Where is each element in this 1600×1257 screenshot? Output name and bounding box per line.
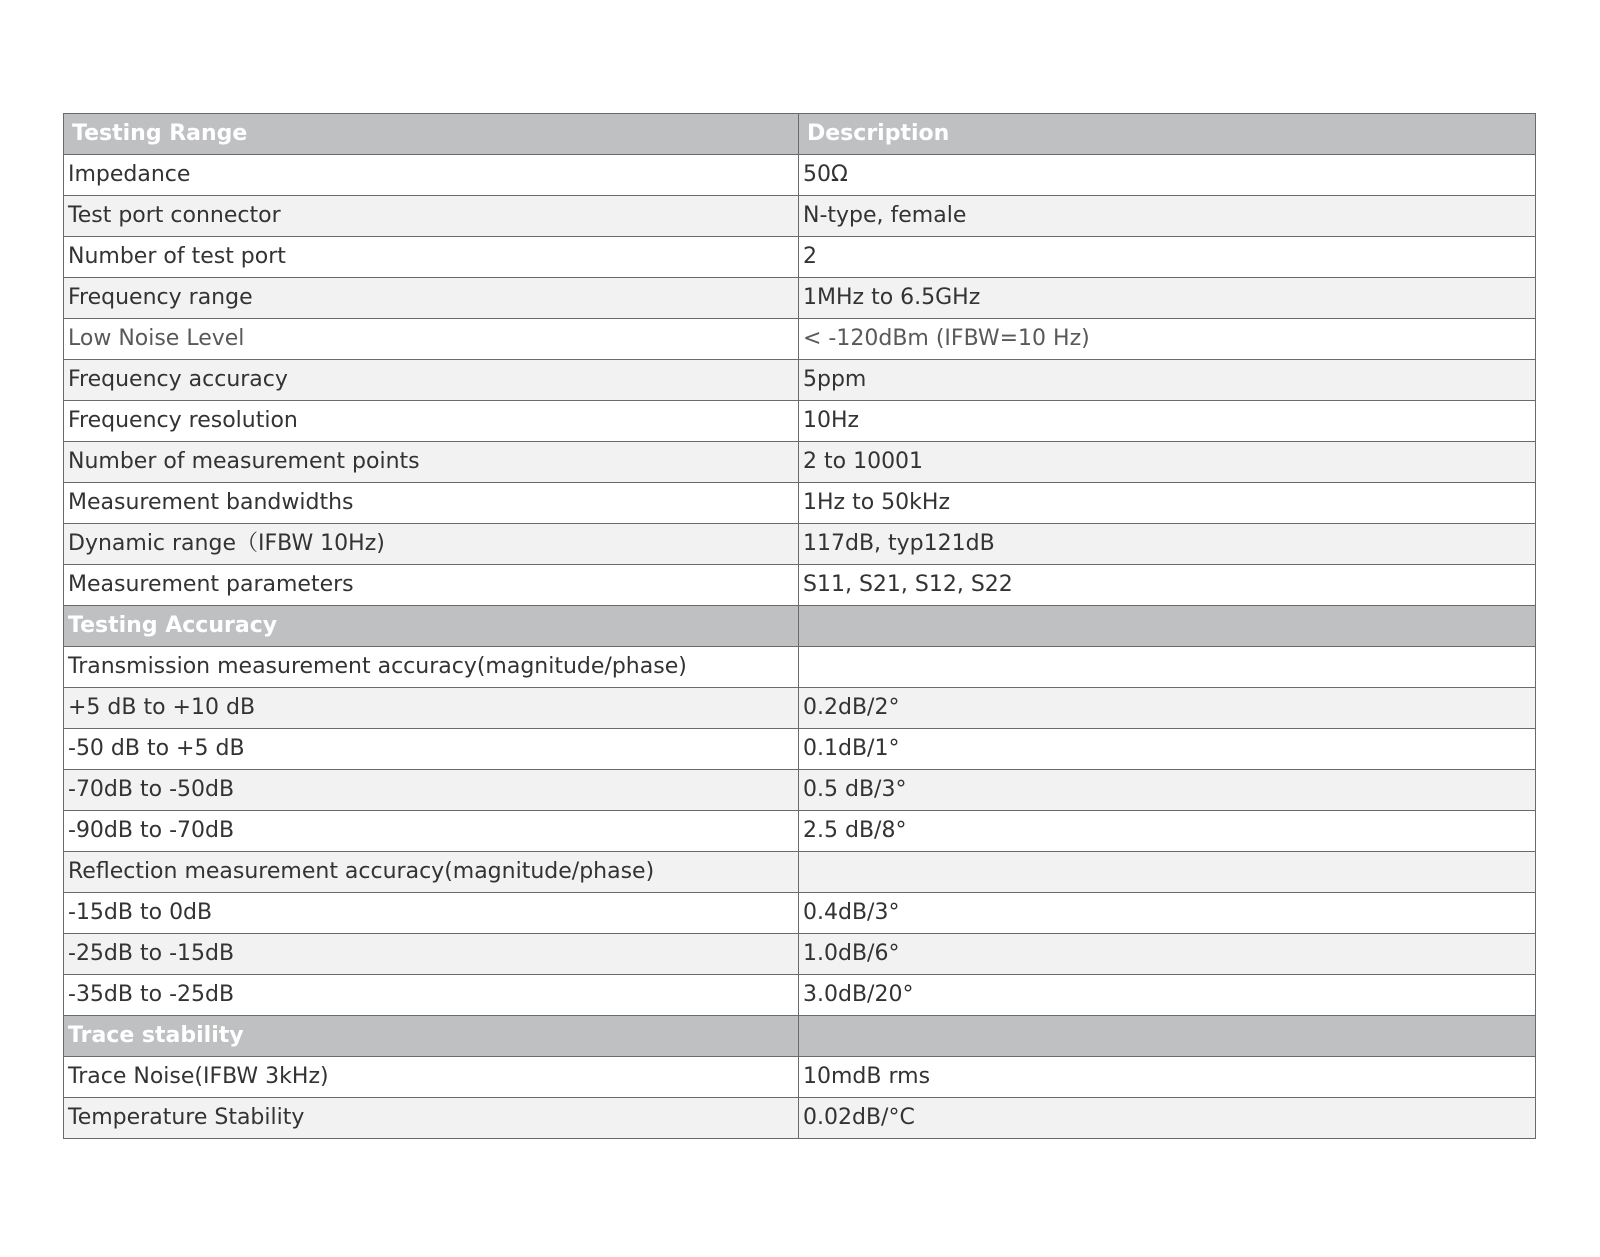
table-row bbox=[64, 196, 1536, 237]
row-value: 0.2dB/2° bbox=[799, 688, 1536, 729]
row-value: 2.5 dB/8° bbox=[799, 811, 1536, 852]
row-value: 5ppm bbox=[799, 360, 1536, 401]
row-label: Measurement bandwidths bbox=[64, 483, 799, 524]
row-value: 1Hz to 50kHz bbox=[799, 483, 1536, 524]
row-label: -50 dB to +5 dB bbox=[64, 729, 799, 770]
table-header-row bbox=[64, 114, 1536, 155]
table-row bbox=[64, 893, 1536, 934]
row-value bbox=[799, 647, 1536, 688]
row-value: 2 to 10001 bbox=[799, 442, 1536, 483]
table-row bbox=[64, 319, 1536, 360]
row-value: 0.4dB/3° bbox=[799, 893, 1536, 934]
row-label: -35dB to -25dB bbox=[64, 975, 799, 1016]
table-row bbox=[64, 811, 1536, 852]
table-row bbox=[64, 565, 1536, 606]
row-value: 2 bbox=[799, 237, 1536, 278]
row-label: Dynamic range（IFBW 10Hz) bbox=[64, 524, 799, 565]
row-label: Frequency resolution bbox=[64, 401, 799, 442]
table-row bbox=[64, 770, 1536, 811]
section-empty-cell bbox=[799, 1016, 1536, 1057]
table-row bbox=[64, 155, 1536, 196]
section-title: Trace stability bbox=[64, 1016, 799, 1057]
row-label: Measurement parameters bbox=[64, 565, 799, 606]
row-label: Impedance bbox=[64, 155, 799, 196]
row-value: < -120dBm (IFBW=10 Hz) bbox=[799, 319, 1536, 360]
row-label: Trace Noise(IFBW 3kHz) bbox=[64, 1057, 799, 1098]
row-label: -25dB to -15dB bbox=[64, 934, 799, 975]
row-value: 0.5 dB/3° bbox=[799, 770, 1536, 811]
header-description: Description bbox=[799, 114, 1536, 155]
row-value: 0.1dB/1° bbox=[799, 729, 1536, 770]
row-value: 10Hz bbox=[799, 401, 1536, 442]
row-label: -15dB to 0dB bbox=[64, 893, 799, 934]
section-row-testing-accuracy bbox=[64, 606, 1536, 647]
row-label: Number of measurement points bbox=[64, 442, 799, 483]
row-label: Frequency accuracy bbox=[64, 360, 799, 401]
table-row bbox=[64, 401, 1536, 442]
table-row bbox=[64, 442, 1536, 483]
spec-table bbox=[63, 113, 1536, 1139]
row-value bbox=[799, 852, 1536, 893]
row-label: -70dB to -50dB bbox=[64, 770, 799, 811]
row-label: Frequency range bbox=[64, 278, 799, 319]
row-value: 1.0dB/6° bbox=[799, 934, 1536, 975]
table-row bbox=[64, 524, 1536, 565]
row-label: -90dB to -70dB bbox=[64, 811, 799, 852]
table-row bbox=[64, 483, 1536, 524]
table-row bbox=[64, 975, 1536, 1016]
table-row bbox=[64, 1098, 1536, 1139]
row-value: 3.0dB/20° bbox=[799, 975, 1536, 1016]
row-label: Number of test port bbox=[64, 237, 799, 278]
row-value: S11, S21, S12, S22 bbox=[799, 565, 1536, 606]
table-row bbox=[64, 852, 1536, 893]
table-row bbox=[64, 688, 1536, 729]
row-value: 1MHz to 6.5GHz bbox=[799, 278, 1536, 319]
table-row bbox=[64, 1057, 1536, 1098]
row-label: Temperature Stability bbox=[64, 1098, 799, 1139]
row-label: Low Noise Level bbox=[64, 319, 799, 360]
row-label: Reflection measurement accuracy(magnitude/phase) bbox=[64, 852, 799, 893]
table-row bbox=[64, 647, 1536, 688]
table-row bbox=[64, 237, 1536, 278]
row-value: 117dB, typ121dB bbox=[799, 524, 1536, 565]
row-value: N-type, female bbox=[799, 196, 1536, 237]
table-row bbox=[64, 360, 1536, 401]
row-value: 50Ω bbox=[799, 155, 1536, 196]
section-row-trace-stability bbox=[64, 1016, 1536, 1057]
section-empty-cell bbox=[799, 606, 1536, 647]
row-value: 0.02dB/°C bbox=[799, 1098, 1536, 1139]
row-label: Test port connector bbox=[64, 196, 799, 237]
table-row bbox=[64, 278, 1536, 319]
row-label: Transmission measurement accuracy(magnitude/phase) bbox=[64, 647, 799, 688]
row-label: +5 dB to +10 dB bbox=[64, 688, 799, 729]
table-row bbox=[64, 934, 1536, 975]
row-value: 10mdB rms bbox=[799, 1057, 1536, 1098]
header-testing-range: Testing Range bbox=[64, 114, 799, 155]
table-row bbox=[64, 729, 1536, 770]
section-title: Testing Accuracy bbox=[64, 606, 799, 647]
